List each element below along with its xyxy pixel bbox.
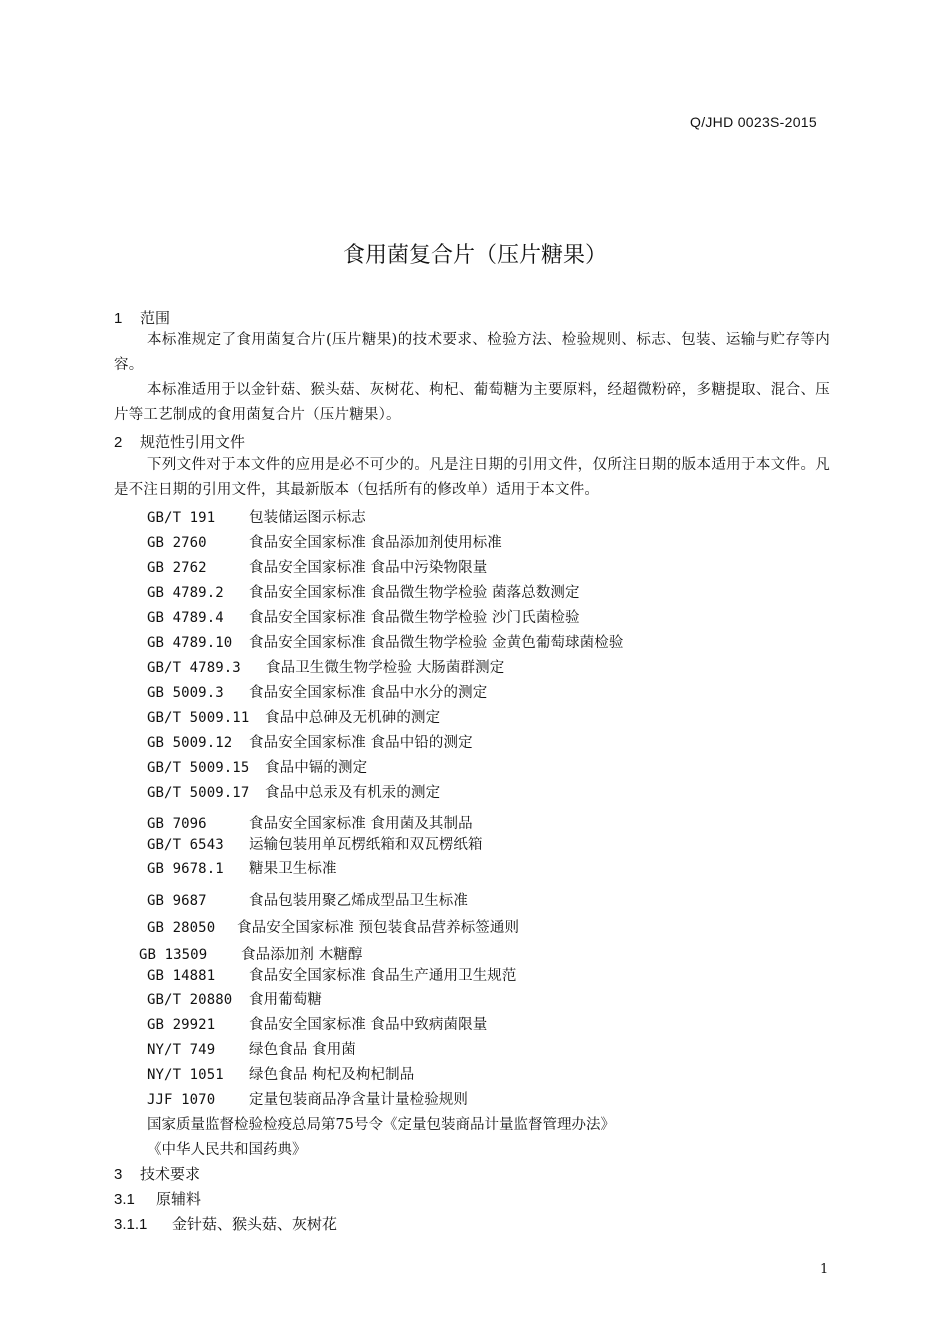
reference-item: GB/T 5009.17 食品中总汞及有机汞的测定 [147,785,441,801]
reference-item: GB 9687 食品包装用聚乙烯成型品卫生标准 [147,893,468,909]
section-number: 2 [114,434,123,451]
section-2-heading [114,431,245,452]
reference-item: GB 29921 食品安全国家标准 食品中致病菌限量 [147,1017,488,1033]
reference-item: GB 4789.4 食品安全国家标准 食品微生物学检验 沙门氏菌检验 [147,610,580,626]
reference-item: JJF 1070 定量包装商品净含量计量检验规则 [147,1092,468,1108]
section-1-heading [114,307,170,328]
section-number: 3 [114,1166,123,1183]
reference-item: GB 2760 食品安全国家标准 食品添加剂使用标准 [147,535,502,551]
section-1-paragraph-1: 本标准规定了食用菌复合片(压片糖果)的技术要求、检验方法、检验规则、标志、包装、运输与贮存等内容。 [114,332,830,373]
reference-order-75: 国家质量监督检验检疫总局第75号令《定量包装商品计量监督管理办法》 [147,1117,615,1133]
document-code: Q/JHD 0023S-2015 [690,114,817,130]
reference-item: GB 13509 食品添加剂 木糖醇 [139,947,363,963]
section-title: 原辅料 [156,1190,202,1208]
section-title: 技术要求 [140,1165,201,1183]
reference-item: GB/T 4789.3 食品卫生微生物学检验 大肠菌群测定 [147,660,505,676]
section-number: 3.1 [114,1191,135,1208]
reference-pharmacopoeia: 《中华人民共和国药典》 [147,1142,307,1158]
reference-item: GB/T 6543 运输包装用单瓦楞纸箱和双瓦楞纸箱 [147,837,483,853]
section-number: 1 [114,310,123,327]
page-number: 1 [820,1262,829,1277]
section-title: 范围 [140,309,171,327]
reference-item: NY/T 749 绿色食品 食用菌 [147,1042,356,1058]
reference-item: GB/T 20880 食用葡萄糖 [147,992,322,1008]
reference-item: GB/T 5009.11 食品中总砷及无机砷的测定 [147,710,441,726]
reference-item: GB 7096 食品安全国家标准 食用菌及其制品 [147,816,473,832]
reference-item: GB 5009.12 食品安全国家标准 食品中铅的测定 [147,735,473,751]
reference-item: GB 9678.1 糖果卫生标准 [147,861,337,877]
reference-item: GB 2762 食品安全国家标准 食品中污染物限量 [147,560,488,576]
reference-item: GB 4789.10 食品安全国家标准 食品微生物学检验 金黄色葡萄球菌检验 [147,635,624,651]
reference-item: NY/T 1051 绿色食品 枸杞及枸杞制品 [147,1067,415,1083]
section-3-1-1-heading [114,1213,337,1234]
section-2-paragraph-1: 下列文件对于本文件的应用是必不可少的。凡是注日期的引用文件，仅所注日期的版本适用于本文件。凡是不注日期的引用文件，其最新版本（包括所有的修改单）适用于本文件。 [114,457,830,498]
section-title: 规范性引用文件 [140,433,246,451]
section-1-paragraph-2: 本标准适用于以金针菇、猴头菇、灰树花、枸杞、葡萄糖为主要原料，经超微粉碎，多糖提取、混合、压片等工艺制成的食用菌复合片（压片糖果）。 [114,382,830,423]
reference-item: GB 4789.2 食品安全国家标准 食品微生物学检验 菌落总数测定 [147,585,580,601]
reference-item: GB 14881 食品安全国家标准 食品生产通用卫生规范 [147,968,517,984]
reference-item: GB 5009.3 食品安全国家标准 食品中水分的测定 [147,685,488,701]
section-number: 3.1.1 [114,1216,148,1233]
reference-item: GB/T 5009.15 食品中镉的测定 [147,760,368,776]
reference-item: GB/T 191 包装储运图示标志 [147,510,366,526]
section-title: 金针菇、猴头菇、灰树花 [172,1215,338,1233]
document-title: 食用菌复合片（压片糖果） [342,243,607,268]
section-3-1-heading [114,1188,201,1209]
section-3-heading [114,1163,200,1184]
reference-item: GB 28050 食品安全国家标准 预包装食品营养标签通则 [147,920,520,936]
